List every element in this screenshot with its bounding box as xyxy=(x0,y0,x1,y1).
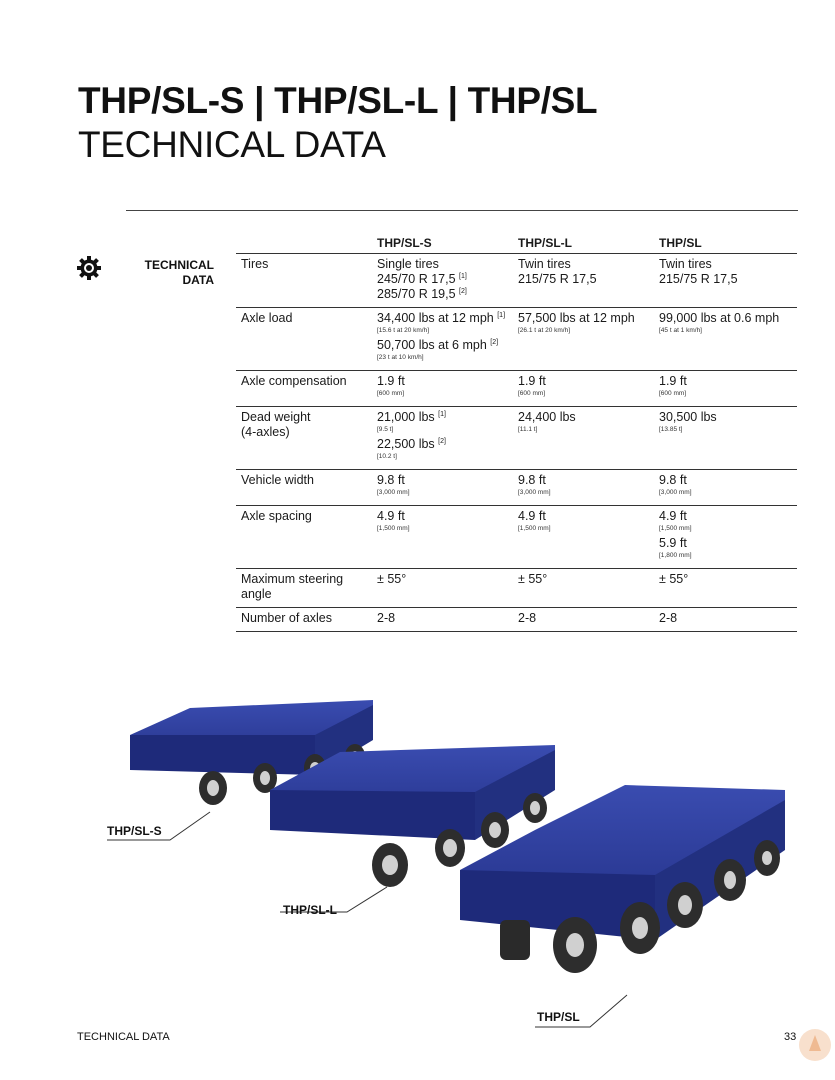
table-cell: 2-8 xyxy=(513,608,654,632)
row-label: Axle compensation xyxy=(236,371,372,407)
table-cell: 1.9 ft [600 mm] xyxy=(513,371,654,407)
table-cell: 1.9 ft [600 mm] xyxy=(654,371,797,407)
label-thp-sl-l: THP/SL-L xyxy=(283,903,337,917)
table-cell: 34,400 lbs at 12 mph [1] [15.6 t at 20 km/h] 50,700 lbs at 6 mph [2] [23 t at 10 km/h] xyxy=(372,308,513,371)
watermark-logo xyxy=(797,1027,833,1063)
row-label: Dead weight (4-axles) xyxy=(236,407,372,470)
column-header: THP/SL xyxy=(654,236,797,254)
table-cell: Twin tires 215/75 R 17,5 xyxy=(654,254,797,308)
row-label: Axle load xyxy=(236,308,372,371)
table-cell: 9.8 ft [3,000 mm] xyxy=(654,470,797,506)
table-row xyxy=(236,371,797,407)
table-cell: 57,500 lbs at 12 mph [26.1 t at 20 km/h] xyxy=(513,308,654,371)
column-header: THP/SL-S xyxy=(372,236,513,254)
table-cell: 21,000 lbs [1] [9.5 t] 22,500 lbs [2] [10.2 t] xyxy=(372,407,513,470)
gear-icon xyxy=(76,255,102,281)
label-thp-sl: THP/SL xyxy=(537,1010,580,1024)
table-cell: 4.9 ft [1,500 mm] xyxy=(513,506,654,569)
technical-data-table xyxy=(236,236,797,632)
table-row xyxy=(236,608,797,632)
table-row xyxy=(236,308,797,371)
table-cell: Single tires 245/70 R 17,5 [1] 285/70 R 19,5 [2] xyxy=(372,254,513,308)
table-row xyxy=(236,407,797,470)
table-cell: ± 55° xyxy=(654,569,797,608)
footer-text: TECHNICAL DATA xyxy=(77,1031,170,1043)
table-header-row xyxy=(236,236,797,254)
table-cell: 24,400 lbs [11.1 t] xyxy=(513,407,654,470)
vehicle-illustration xyxy=(95,690,785,1030)
table-cell: ± 55° xyxy=(372,569,513,608)
table-row xyxy=(236,569,797,608)
page-number: 33 xyxy=(784,1031,797,1043)
table-row xyxy=(236,506,797,569)
column-header: THP/SL-L xyxy=(513,236,654,254)
table-cell: 9.8 ft [3,000 mm] xyxy=(513,470,654,506)
table-row xyxy=(236,254,797,308)
table-cell: 4.9 ft [1,500 mm] xyxy=(372,506,513,569)
label-thp-sl-s: THP/SL-S xyxy=(107,824,162,838)
page-title: THP/SL-S | THP/SL-L | THP/SL xyxy=(78,80,598,121)
row-label: Tires xyxy=(236,254,372,308)
row-label: Vehicle width xyxy=(236,470,372,506)
table-cell: 9.8 ft [3,000 mm] xyxy=(372,470,513,506)
table-cell: 1.9 ft [600 mm] xyxy=(372,371,513,407)
section-divider xyxy=(126,210,798,211)
row-label: Maximum steering angle xyxy=(236,569,372,608)
table-cell: Twin tires 215/75 R 17,5 xyxy=(513,254,654,308)
column-header xyxy=(236,236,372,254)
row-label: Axle spacing xyxy=(236,506,372,569)
table-cell: 2-8 xyxy=(654,608,797,632)
table-cell: ± 55° xyxy=(513,569,654,608)
table-cell: 30,500 lbs [13.85 t] xyxy=(654,407,797,470)
table-cell: 99,000 lbs at 0.6 mph [45 t at 1 km/h] xyxy=(654,308,797,371)
table-cell: 4.9 ft [1,500 mm] 5.9 ft [1,800 mm] xyxy=(654,506,797,569)
section-label: TECHNICAL DATA xyxy=(144,258,214,287)
row-label: Number of axles xyxy=(236,608,372,632)
table-row xyxy=(236,470,797,506)
page-subtitle: TECHNICAL DATA xyxy=(78,124,386,165)
table-cell: 2-8 xyxy=(372,608,513,632)
